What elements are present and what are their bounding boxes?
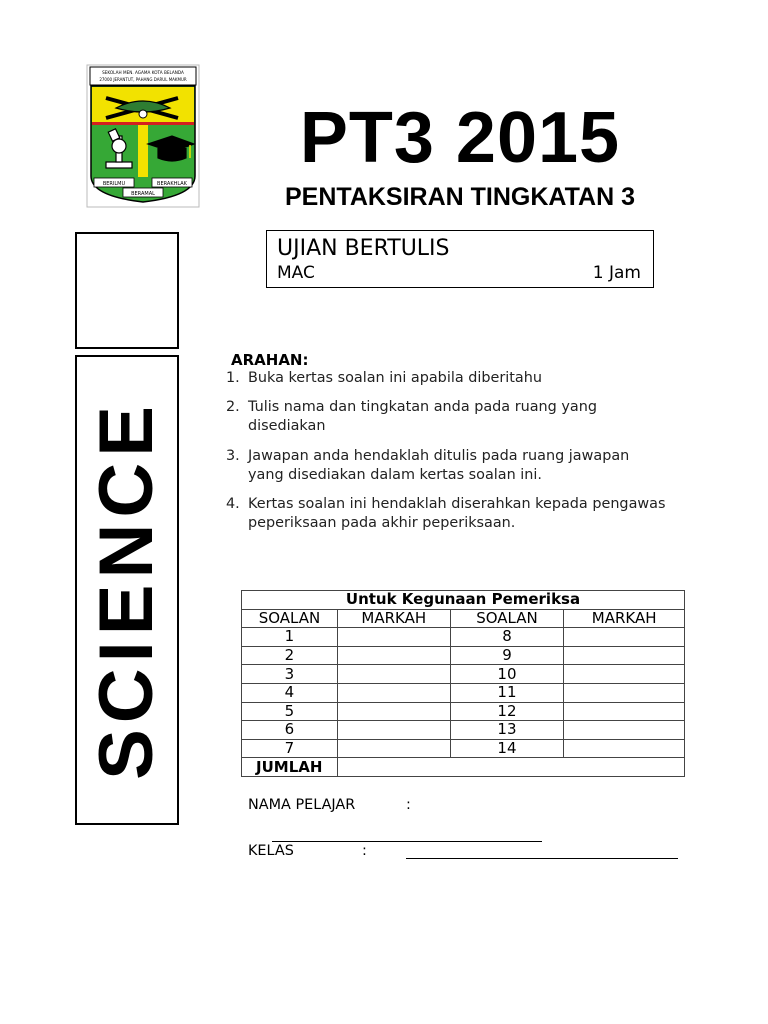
question-number: 7	[242, 739, 338, 758]
question-number: 1	[242, 628, 338, 647]
question-number: 9	[450, 646, 564, 665]
table-row	[242, 646, 685, 665]
mark-cell[interactable]	[564, 628, 685, 647]
total-cell[interactable]	[337, 758, 684, 777]
table-row	[242, 665, 685, 684]
mark-cell[interactable]	[564, 721, 685, 740]
mark-cell[interactable]	[337, 646, 450, 665]
exam-duration: 1 Jam	[592, 263, 641, 283]
instruction-text: Kertas soalan ini hendaklah diserahkan kepada pengawas peperiksaan pada akhir peperiksaan.	[248, 496, 666, 531]
table-row	[242, 628, 685, 647]
mark-cell[interactable]	[564, 702, 685, 721]
instruction-item	[226, 398, 666, 436]
question-number: 11	[450, 683, 564, 702]
question-number: 10	[450, 665, 564, 684]
school-logo	[86, 64, 200, 208]
page-title: PT3 2015	[299, 98, 621, 178]
total-label: JUMLAH	[242, 758, 338, 777]
table-caption: Untuk Kegunaan Pemeriksa	[242, 591, 685, 610]
question-number: 8	[450, 628, 564, 647]
table-caption-row	[242, 591, 685, 610]
class-label: KELAS	[248, 843, 294, 859]
exam-month: MAC	[277, 263, 315, 283]
instruction-text: Buka kertas soalan ini apabila diberitahu	[248, 370, 542, 386]
table-header-row	[242, 609, 685, 628]
marks-table	[241, 590, 685, 777]
class-colon: :	[362, 843, 367, 859]
instruction-number: 2.	[226, 399, 240, 415]
instructions-heading: ARAHAN:	[231, 351, 309, 369]
question-number: 13	[450, 721, 564, 740]
mark-cell[interactable]	[564, 683, 685, 702]
question-number: 6	[242, 721, 338, 740]
logo-motto-left: BERILMU	[102, 181, 126, 187]
question-number: 2	[242, 646, 338, 665]
mark-cell[interactable]	[337, 721, 450, 740]
logo-motto-right: BERAKHLAK	[157, 181, 187, 187]
question-number: 5	[242, 702, 338, 721]
instruction-item	[226, 495, 666, 533]
header-soalan: SOALAN	[450, 609, 564, 628]
table-row	[242, 683, 685, 702]
mark-cell[interactable]	[564, 646, 685, 665]
mark-cell[interactable]	[337, 739, 450, 758]
header-markah: MARKAH	[337, 609, 450, 628]
student-name-colon: :	[406, 797, 411, 813]
subject-label: SCIENCE	[84, 400, 169, 780]
logo-school-name-line2: 27000 JERANTUT, PAHANG DARUL MAKMUR	[99, 77, 187, 82]
instruction-text: Tulis nama dan tingkatan anda pada ruang yang disediakan	[248, 399, 597, 434]
instruction-number: 4.	[226, 496, 240, 512]
mark-cell[interactable]	[564, 665, 685, 684]
logo-school-name-line1: SEKOLAH MEN. AGAMA KOTA BELANDA	[102, 70, 184, 75]
instruction-item	[226, 369, 666, 388]
student-name-label: NAMA PELAJAR	[248, 797, 356, 813]
table-row	[242, 739, 685, 758]
table-total-row	[242, 758, 685, 777]
exam-info-box	[266, 230, 654, 288]
instruction-number: 3.	[226, 448, 240, 464]
instruction-number: 1.	[226, 370, 240, 386]
table-row	[242, 721, 685, 740]
student-name-line[interactable]	[272, 841, 542, 842]
mark-cell[interactable]	[337, 665, 450, 684]
question-number: 4	[242, 683, 338, 702]
question-number: 3	[242, 665, 338, 684]
blank-box	[75, 232, 179, 349]
table-row	[242, 702, 685, 721]
mark-cell[interactable]	[337, 702, 450, 721]
exam-type: UJIAN BERTULIS	[277, 236, 450, 261]
header-markah: MARKAH	[564, 609, 685, 628]
page-subtitle: PENTAKSIRAN TINGKATAN 3	[285, 183, 635, 211]
question-number: 14	[450, 739, 564, 758]
instruction-item	[226, 447, 666, 485]
mark-cell[interactable]	[337, 628, 450, 647]
subject-box	[75, 355, 179, 825]
class-line[interactable]	[406, 858, 678, 859]
mark-cell[interactable]	[564, 739, 685, 758]
mark-cell[interactable]	[337, 683, 450, 702]
instruction-text: Jawapan anda hendaklah ditulis pada ruang jawapan yang disediakan dalam kertas soalan ini.	[248, 448, 630, 483]
header-soalan: SOALAN	[242, 609, 338, 628]
logo-motto-bottom: BERAMAL	[131, 191, 155, 197]
question-number: 12	[450, 702, 564, 721]
